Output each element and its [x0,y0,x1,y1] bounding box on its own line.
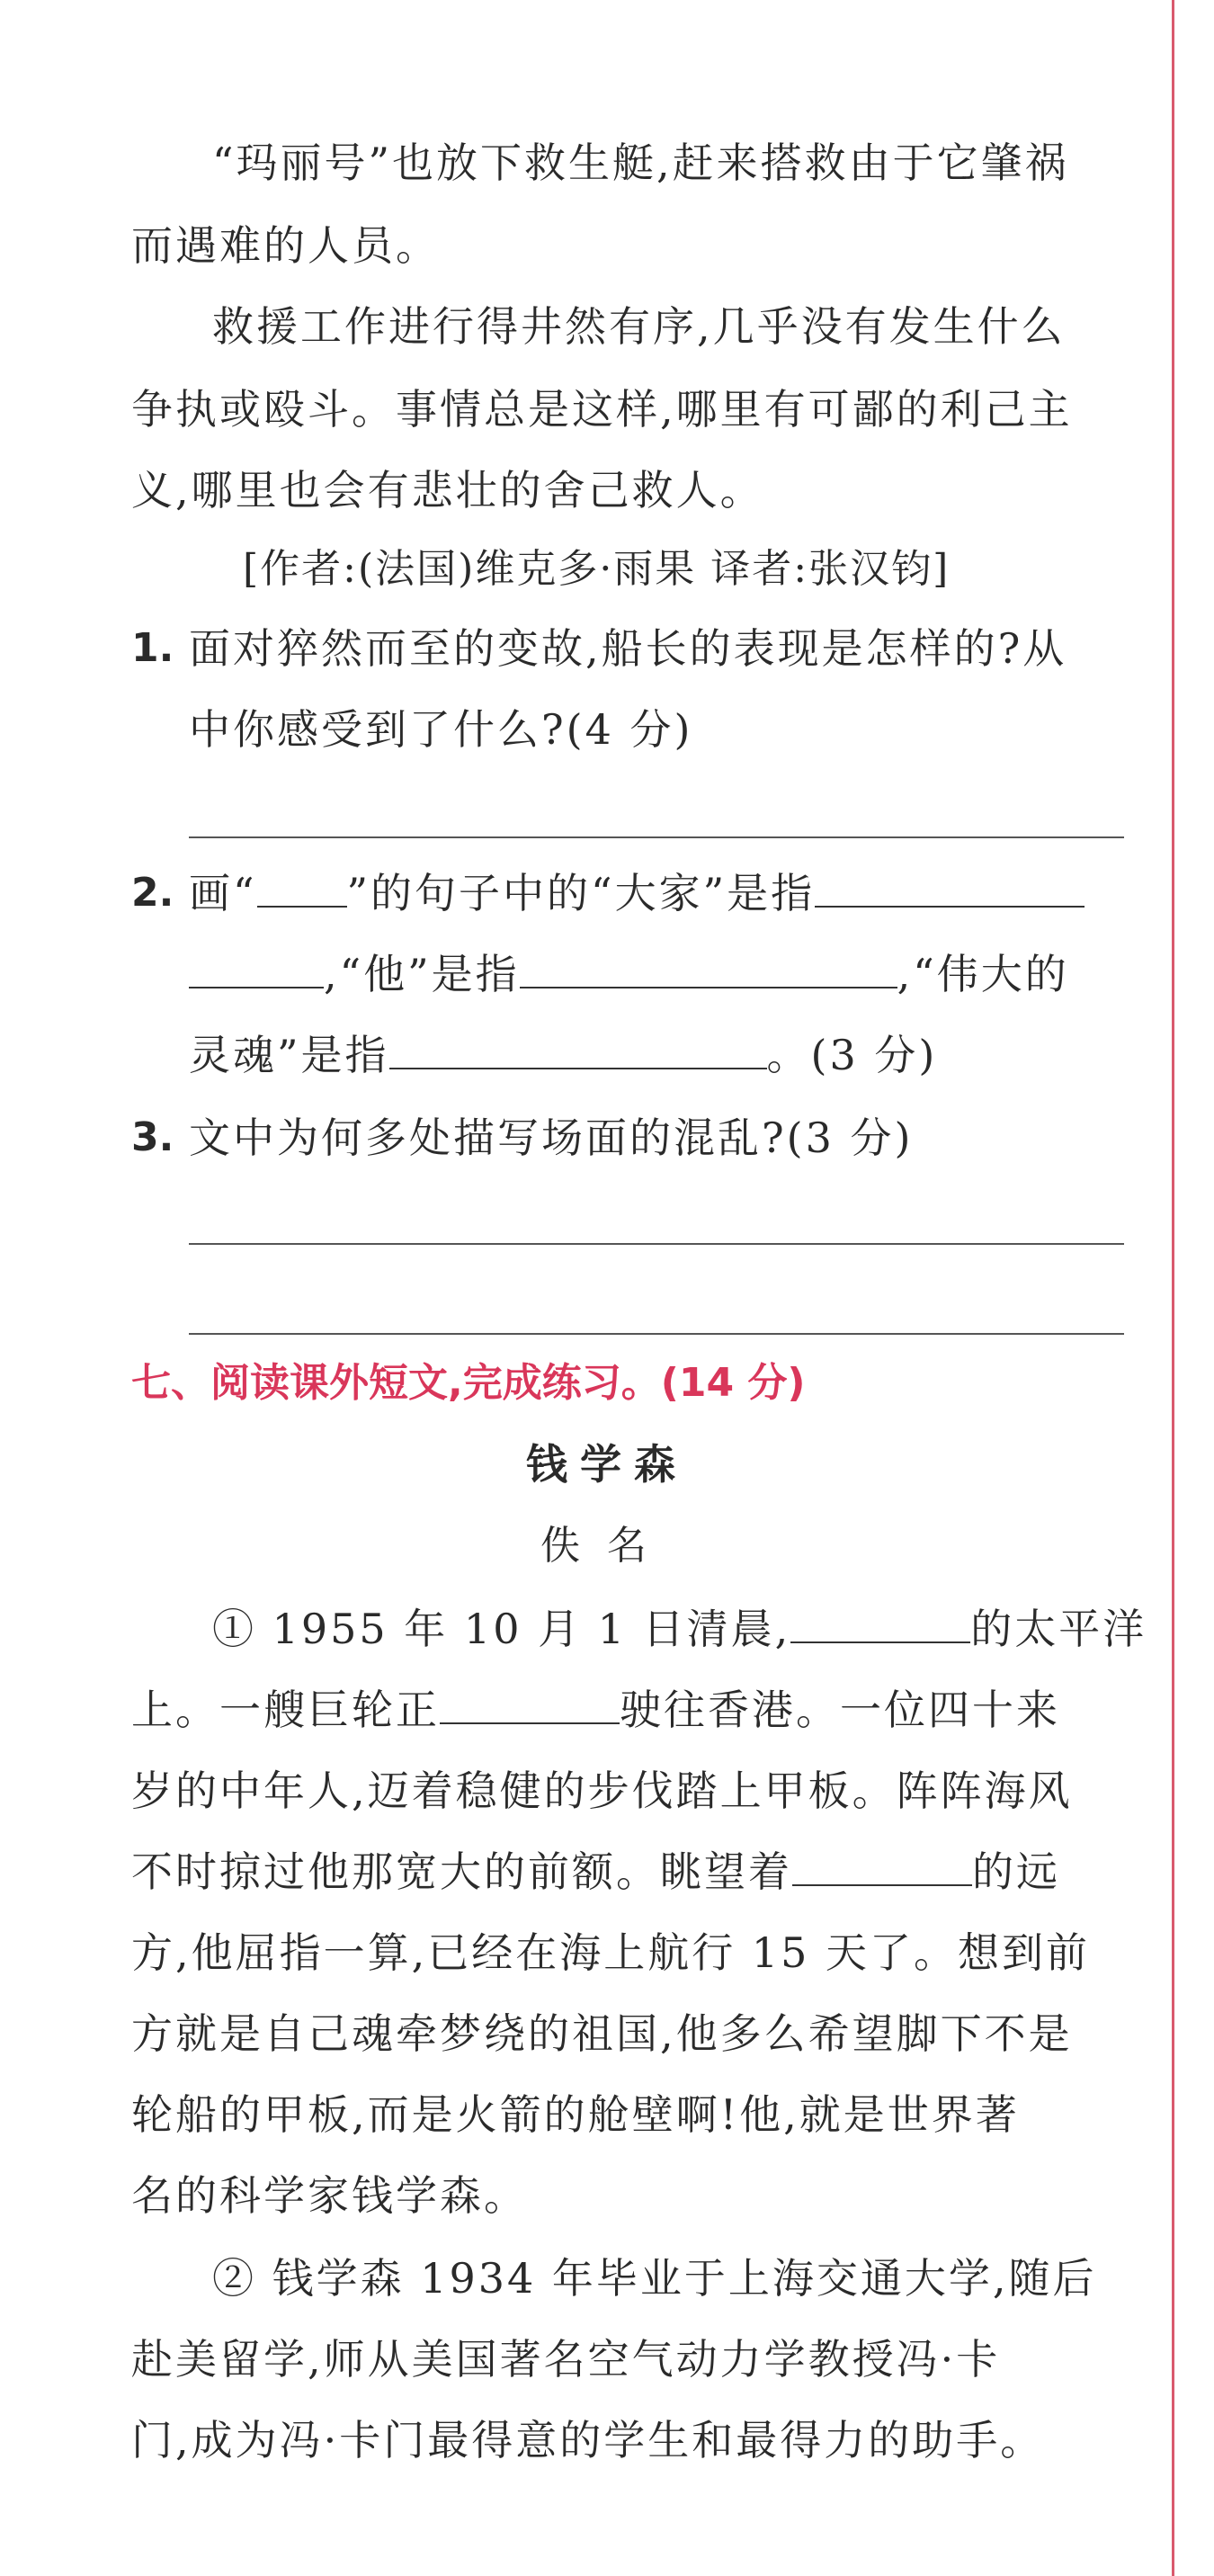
passage2-line: 门,成为冯·卡门最得意的学生和最得力的助手。 [131,2416,1045,2464]
q2-text: ”的句子中的“大家”是指 [346,869,816,917]
question-number: 3. [131,1114,174,1160]
answer-line[interactable] [189,1333,1124,1335]
article-author: 佚名 [540,1523,674,1569]
fill-blank[interactable] [389,1028,767,1069]
passage1-line: “玛丽号”也放下救生艇,赶来搭救由于它肇祸 [212,139,1069,187]
fill-blank[interactable] [792,1845,972,1886]
fill-blank[interactable] [440,1683,620,1724]
answer-line[interactable] [189,1243,1124,1245]
passage-text: 驶往香港。一位四十来 [620,1686,1060,1734]
question-number: 1. [131,625,174,671]
fill-blank[interactable] [189,947,324,988]
section-heading: 七、阅读课外短文,完成练习。(14 分) [131,1360,806,1406]
fill-blank[interactable] [257,866,347,908]
passage2-line: ② 钱学森 1934 年毕业于上海交通大学,随后 [212,2254,1097,2303]
passage1-line: 而遇难的人员。 [131,221,440,270]
passage2-line [131,1680,1060,1740]
passage2-line: 岁的中年人,迈着稳健的步伐踏上甲板。阵阵海风 [131,1767,1073,1815]
fill-blank[interactable] [520,947,897,988]
question-text: 面对猝然而至的变故,船长的表现是怎样的?从 [189,624,1067,673]
q2-text: ,“他”是指 [324,950,520,998]
answer-line[interactable] [189,836,1124,838]
passage2-line: 方,他屈指一算,已经在海上航行 15 天了。想到前 [131,1928,1091,1977]
passage2-line [212,1599,1147,1659]
q2-text: ,“伟大的 [897,950,1069,998]
passage-text: 的远 [972,1847,1060,1896]
question-text: 中你感受到了什么?(4 分) [189,705,693,754]
question-text [189,863,1085,923]
passage2-line: 名的科学家钱学森。 [131,2171,528,2220]
question-number: 2. [131,870,174,916]
question-text [189,1025,937,1085]
passage-text: 不时掠过他那宽大的前额。眺望着 [131,1847,792,1896]
passage2-line: 方就是自己魂牵梦绕的祖国,他多么希望脚下不是 [131,2009,1073,2058]
fill-blank[interactable] [815,866,1085,908]
question-text: 文中为何多处描写场面的混乱?(3 分) [189,1114,914,1162]
margin-rule [1172,0,1174,2576]
passage2-line: 赴美留学,师从美国著名空气动力学教授冯·卡 [131,2335,1001,2384]
q2-text: 灵魂”是指 [189,1031,389,1079]
q2-text: 画“ [189,869,257,917]
passage-text: ① 1955 年 10 月 1 日清晨, [212,1605,791,1653]
passage-text: 上。一艘巨轮正 [131,1686,440,1734]
passage1-line: 争执或殴斗。事情总是这样,哪里有可鄙的利己主 [131,385,1073,434]
fill-blank[interactable] [790,1602,970,1643]
q2-text: 。(3 分) [766,1031,938,1079]
author-credit: [作者:(法国)维克多·雨果 译者:张汉钧] [243,546,951,592]
passage1-line: 救援工作进行得井然有序,几乎没有发生什么 [212,302,1066,351]
passage-text: 的太平洋 [970,1605,1147,1653]
article-title: 钱学森 [526,1440,688,1489]
question-text [189,944,1069,1004]
passage2-line [131,1842,1060,1901]
passage1-line: 义,哪里也会有悲壮的舍己救人。 [131,466,764,514]
passage2-line: 轮船的甲板,而是火箭的舱壁啊!他,就是世界著 [131,2090,1020,2139]
